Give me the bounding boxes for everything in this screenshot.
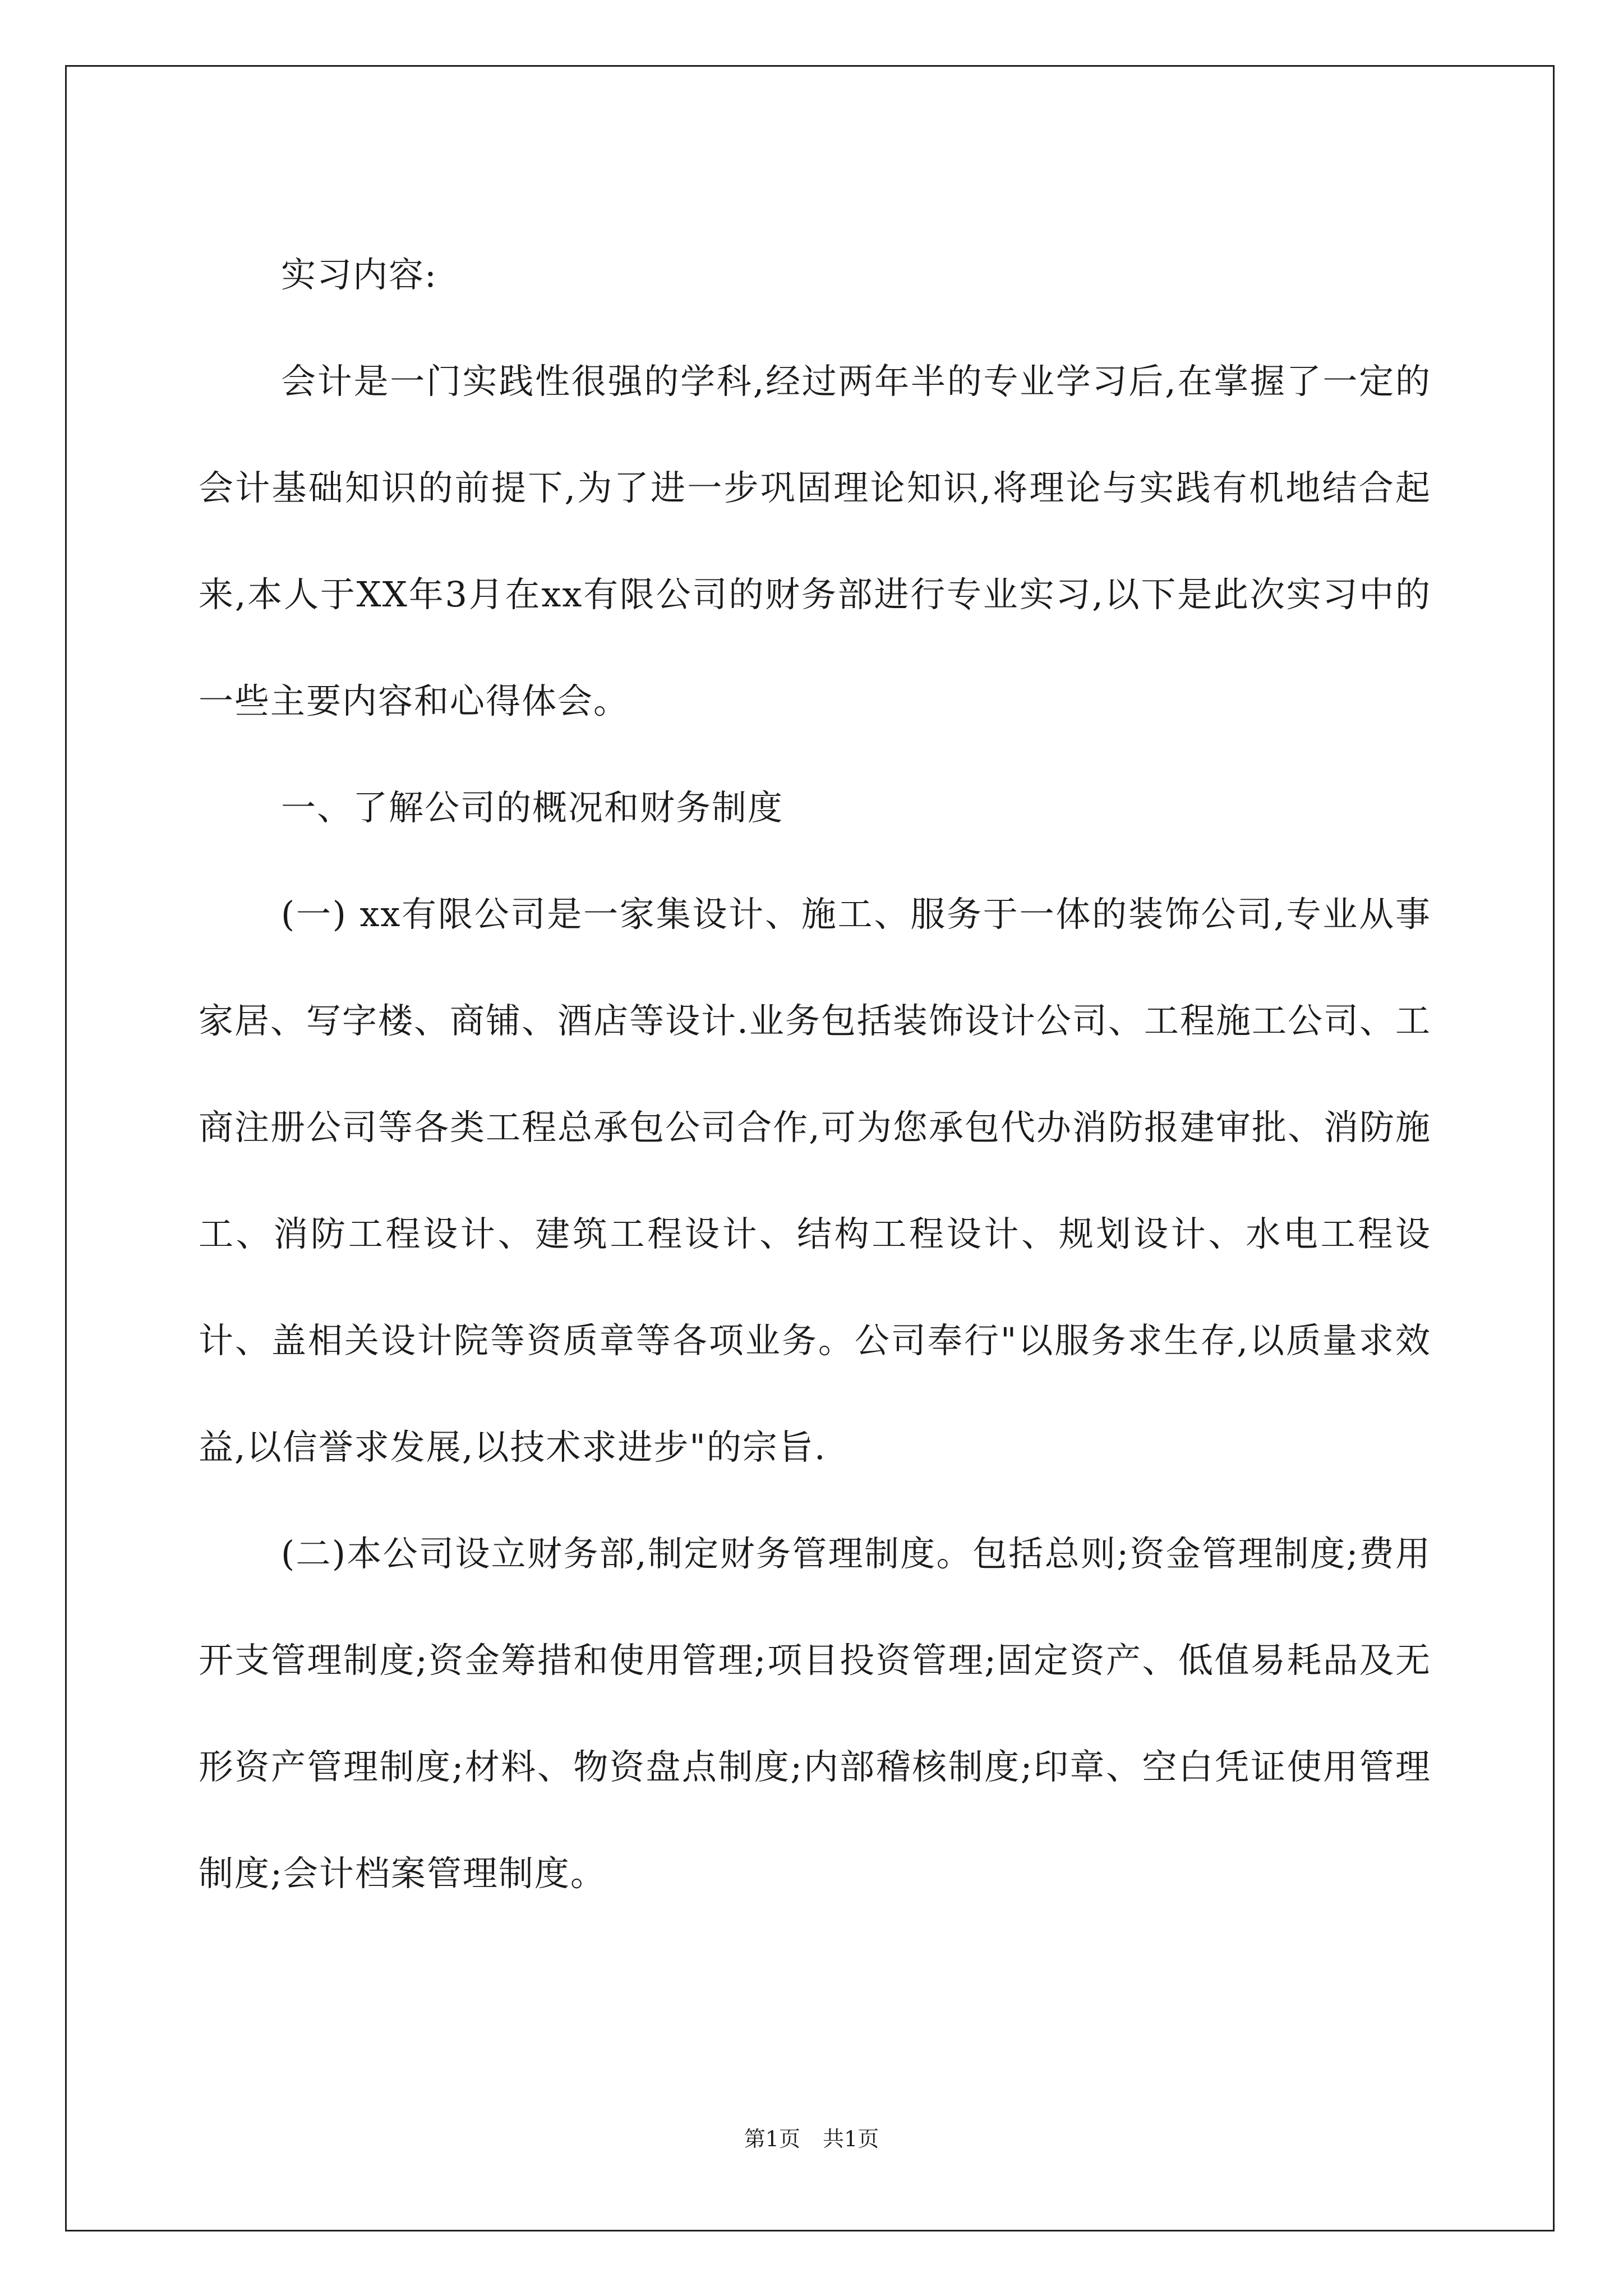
- page-total: 共1页: [823, 2127, 879, 2151]
- intro-paragraph: 会计是一门实践性很强的学科,经过两年半的专业学习后,在掌握了一定的会计基础知识的前提下,为了进一步巩固理论知识,将理论与实践有机地结合起来,本人于XX年3月在xx有限公司的财务部进行专业实习,以下是此次实习中的一些主要内容和心得体会。: [199, 361, 1431, 721]
- page-number: 第1页: [744, 2127, 800, 2151]
- section-heading-internship-content: 实习内容:: [281, 254, 437, 295]
- finance-system-paragraph: (二)本公司设立财务部,制定财务管理制度。包括总则;资金管理制度;费用开支管理制度;资金筹措和使用管理;项目投资管理;固定资产、低值易耗品及无形资产管理制度;材料、物资盘点制度;内部稽核制度;印章、空白凭证使用管理制度;会计档案管理制度。: [199, 1533, 1431, 1894]
- page-footer: [0, 2125, 1623, 2153]
- document-body: [199, 222, 1431, 1927]
- section-heading-company-overview: 一、了解公司的概况和财务制度: [281, 787, 784, 828]
- company-description-paragraph: (一) xx有限公司是一家集设计、施工、服务于一体的装饰公司,专业从事家居、写字楼、商铺、酒店等设计.业务包括装饰设计公司、工程施工公司、工商注册公司等各类工程总承包公司合作,可为您承包代办消防报建审批、消防施工、消防工程设计、建筑工程设计、结构工程设计、规划设计、水电工程设计、盖相关设计院等资质章等各项业务。公司奉行"以服务求生存,以质量求效益,以信誉求发展,以技术求进步"的宗旨.: [199, 894, 1431, 1467]
